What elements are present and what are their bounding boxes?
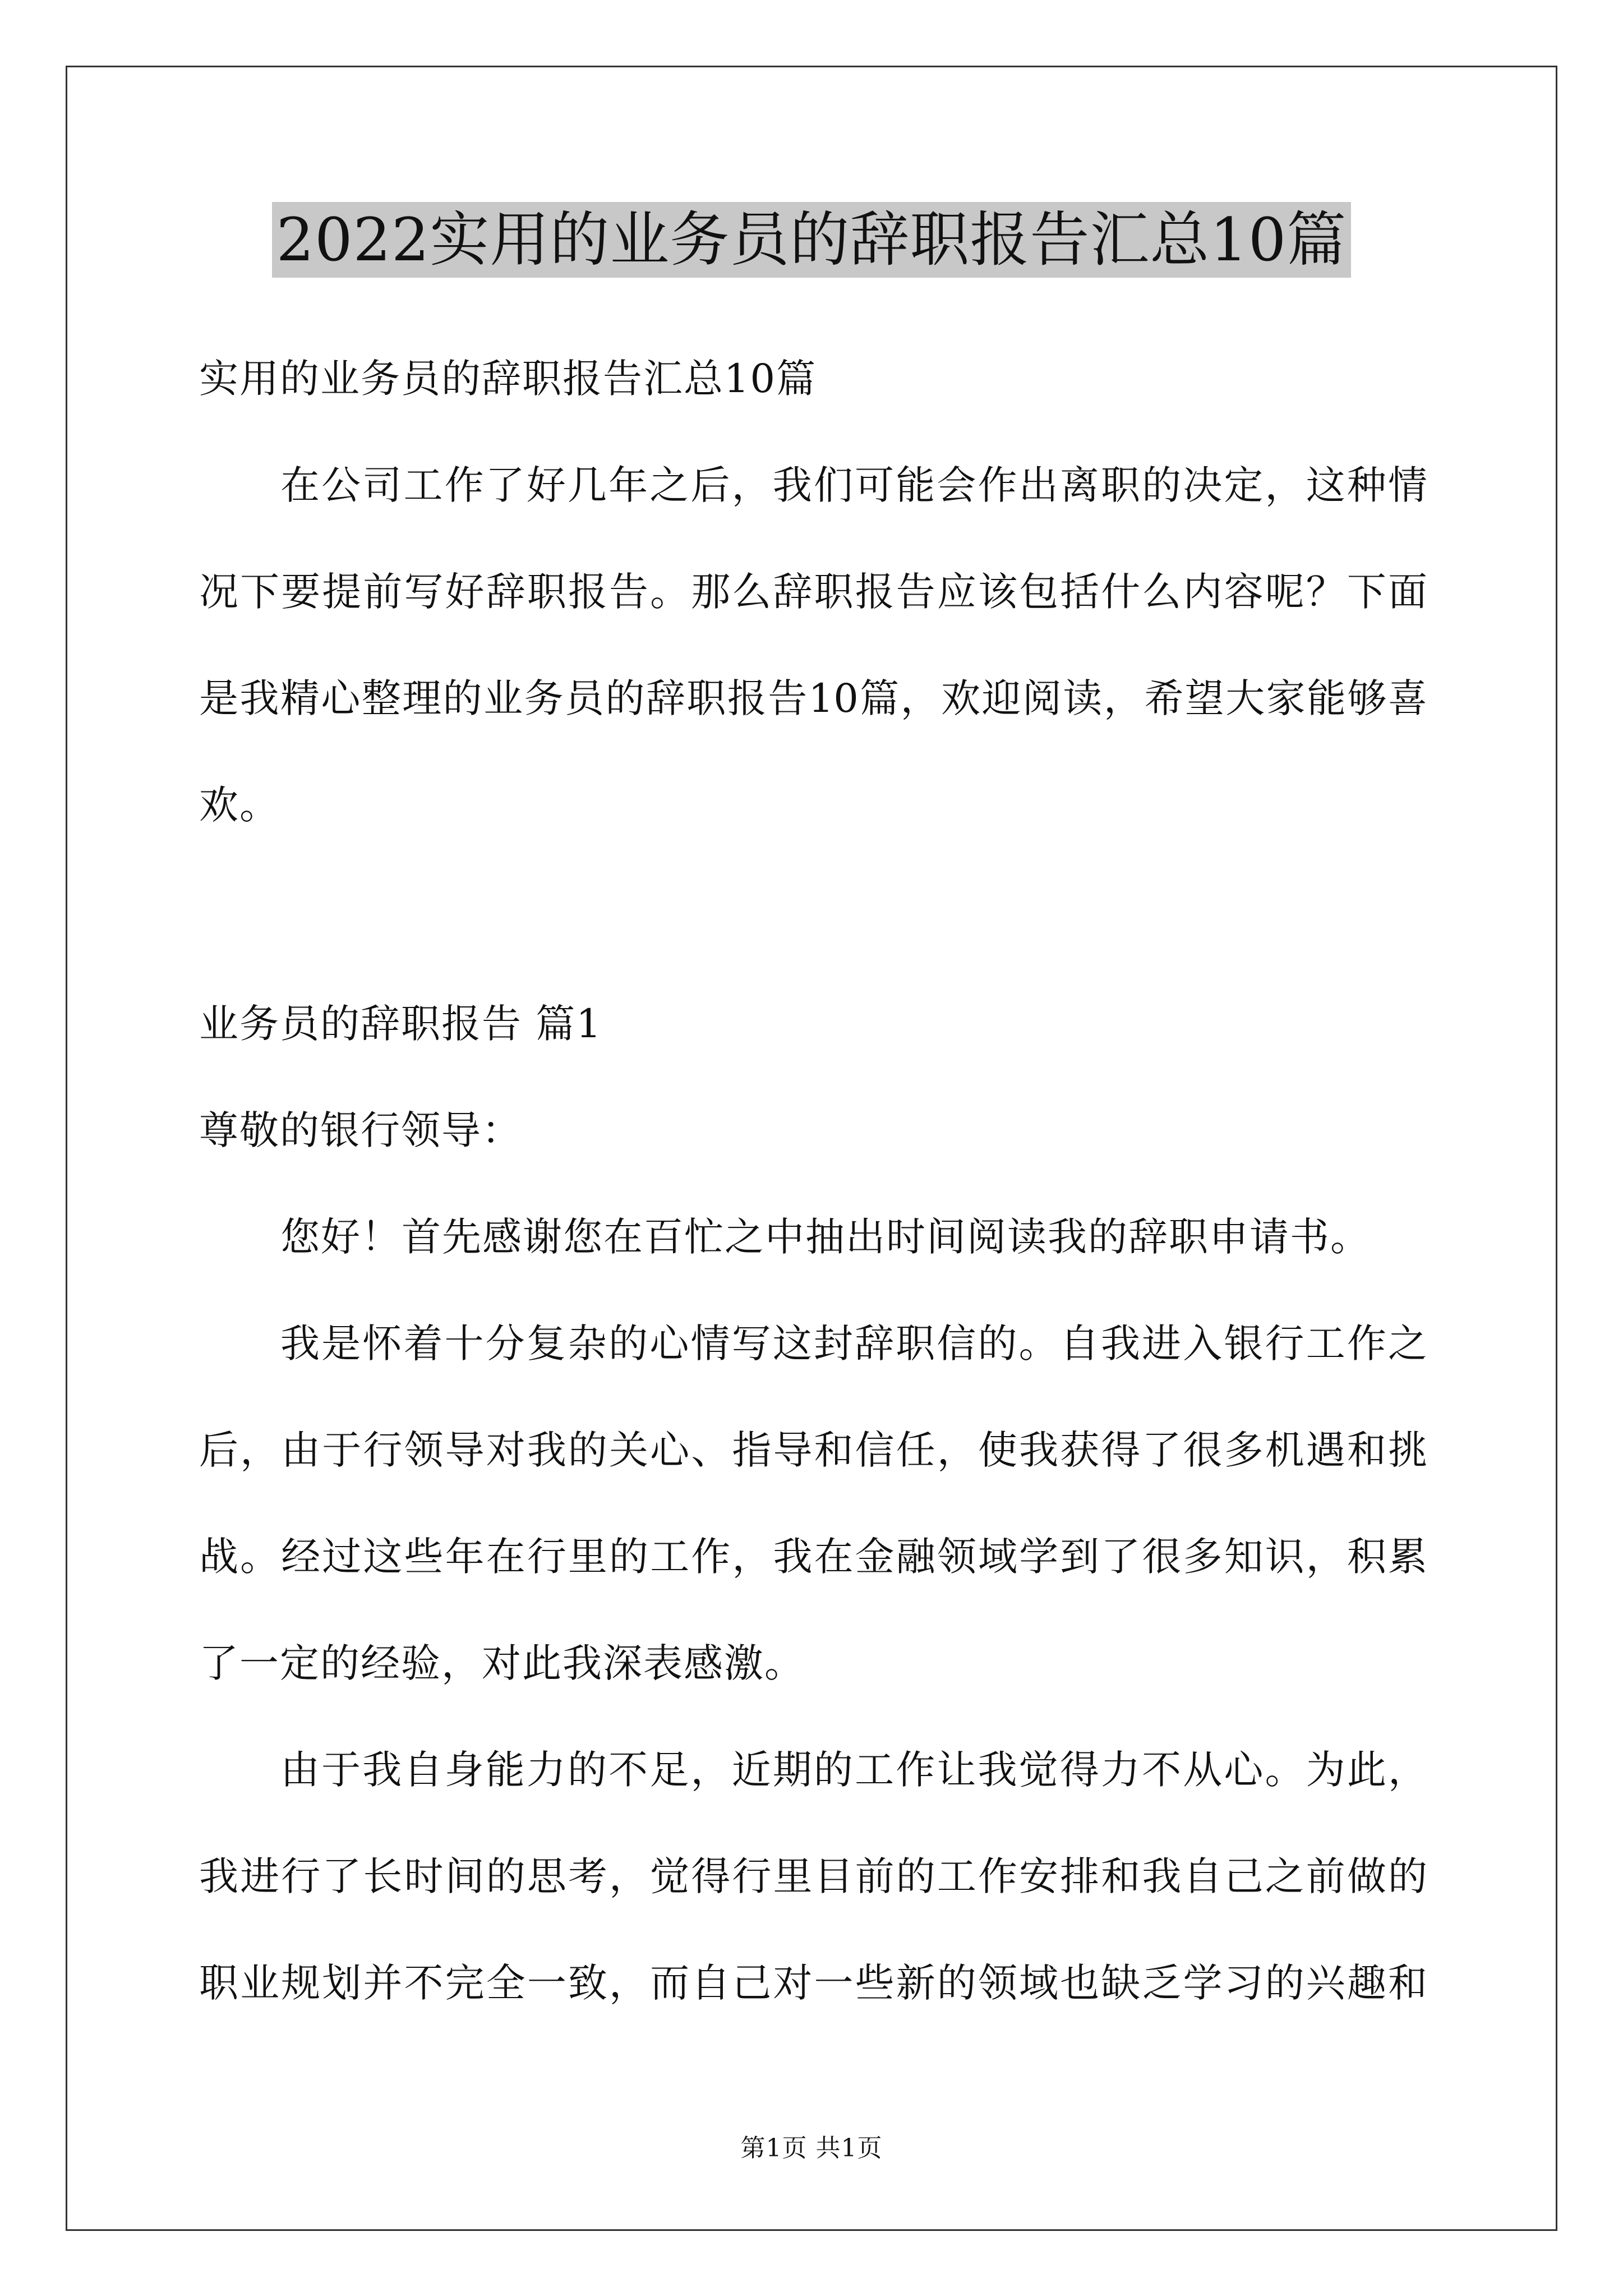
- intro-line: 是我精心整理的业务员的辞职报告10篇，欢迎阅读，希望大家能够喜: [199, 675, 1427, 721]
- page-footer: 第1页 共1页: [740, 2134, 883, 2162]
- paragraph-line: 了一定的经验，对此我深表感激。: [199, 1640, 805, 1686]
- paragraph-line: 我是怀着十分复杂的心情写这封辞职信的。自我进入银行工作之: [280, 1320, 1427, 1366]
- intro-line: 在公司工作了好几年之后，我们可能会作出离职的决定，这种情: [280, 462, 1427, 508]
- section-heading: 业务员的辞职报告 篇1: [199, 1001, 602, 1047]
- greeting-line: 您好！首先感谢您在百忙之中抽出时间阅读我的辞职申请书。: [280, 1214, 1371, 1260]
- paragraph-line: 我进行了长时间的思考，觉得行里目前的工作安排和我自己之前做的: [199, 1853, 1427, 1899]
- document-title: 2022实用的业务员的辞职报告汇总10篇: [272, 202, 1352, 278]
- paragraph-line: 后，由于行领导对我的关心、指导和信任，使我获得了很多机遇和挑: [199, 1427, 1427, 1473]
- paragraph-line: 战。经过这些年在行里的工作，我在金融领域学到了很多知识，积累: [199, 1534, 1427, 1580]
- title-wrapper: [0, 202, 1623, 278]
- paragraph-line: 由于我自身能力的不足，近期的工作让我觉得力不从心。为此，: [280, 1747, 1427, 1793]
- paragraph-line: 职业规划并不完全一致，而自己对一些新的领域也缺乏学习的兴趣和: [199, 1960, 1427, 2006]
- intro-line: 况下要提前写好辞职报告。那么辞职报告应该包括什么内容呢？下面: [199, 569, 1427, 615]
- intro-line: 欢。: [199, 782, 280, 828]
- subtitle: 实用的业务员的辞职报告汇总10篇: [199, 356, 817, 402]
- salutation: 尊敬的银行领导：: [199, 1107, 522, 1153]
